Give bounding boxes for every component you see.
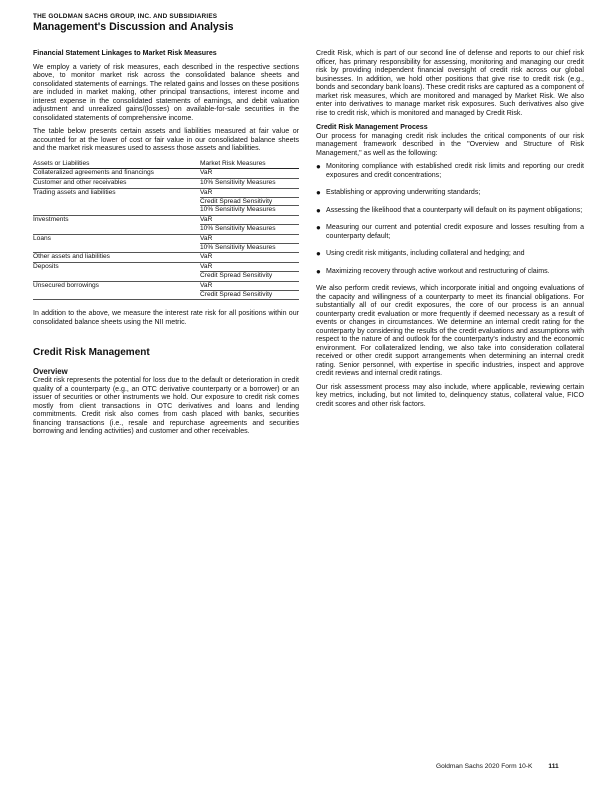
bullet-text: Maximizing recovery through active workout and restructuring of claims. xyxy=(326,267,550,275)
left-column xyxy=(33,50,299,442)
measure: 10% Sensitivity Measures xyxy=(200,205,299,214)
measure: Credit Spread Sensitivity xyxy=(200,271,299,280)
list-item xyxy=(316,224,584,241)
row-measures xyxy=(200,179,299,189)
row-measures xyxy=(200,253,299,263)
table-row xyxy=(33,188,299,215)
measure: VaR xyxy=(200,216,213,224)
footer-text: Goldman Sachs 2020 Form 10-K xyxy=(436,763,533,770)
row-label: Investments xyxy=(33,216,200,235)
bullet-icon: ● xyxy=(316,205,321,215)
measure: Credit Spread Sensitivity xyxy=(200,197,299,206)
company-name: THE GOLDMAN SACHS GROUP, INC. AND SUBSIDIARIES xyxy=(33,13,218,20)
row-label: Deposits xyxy=(33,263,200,282)
row-measures xyxy=(200,234,299,253)
bullet-icon: ● xyxy=(316,188,321,197)
table-row xyxy=(33,281,299,300)
row-measures xyxy=(200,263,299,282)
section-header-title: Management's Discussion and Analysis xyxy=(33,21,234,33)
bullet-text: Using credit risk mitigants, including collateral and hedging; and xyxy=(326,250,525,257)
table-header-row xyxy=(33,160,299,169)
list-item xyxy=(316,207,584,216)
risk-assessment-paragraph: Our risk assessment process may also include, where applicable, reviewing certain key metrics, including, but not limited to, delinquency status, collateral value, FICO credit scores and other risk factors. xyxy=(316,383,584,408)
row-label: Other assets and liabilities xyxy=(33,253,200,263)
bullet-icon: ● xyxy=(316,223,321,232)
row-label: Loans xyxy=(33,234,200,253)
list-item xyxy=(316,250,584,259)
measure: VaR xyxy=(200,169,213,177)
running-header xyxy=(33,13,333,33)
linkages-paragraph-1: We employ a variety of risk measures, each described in the respective sections above, to monitor market risk across the consolidated balance sheets and consolidated statements of earnings. The related gains and losses on these positions are included in market making, other principal transactions, interest income and interest expense in the consolidated statements of earnings, and debit valuation adjustment and unrealized gains/(losses) on available-for-sale securities in the consolidated statements of comprehensive income. xyxy=(33,63,299,122)
overview-heading: Overview xyxy=(33,366,68,376)
measure: VaR xyxy=(200,188,213,196)
process-paragraph: Our process for managing credit risk includes the critical components of our risk management framework described in the "Overview and Structure of Risk Management," as well as the following: xyxy=(316,132,584,157)
credit-risk-section-title: Credit Risk Management xyxy=(33,347,150,359)
bullet-icon: ● xyxy=(316,162,321,171)
process-heading: Credit Risk Management Process xyxy=(316,124,428,131)
table-row xyxy=(33,216,299,235)
credit-risk-paragraph-1: Credit Risk, which is part of our second line of defense and reports to our chief risk officer, has primary responsibility for assessing, monitoring and managing our credit risk by providing independent financial oversight of credit risk across our global businesses. In addition, we hold other positions that give rise to credit risk (e.g., bonds and secondary bank loans). These credit risks are captured as a component of market risk measures, which are monitored and managed by Market Risk. We also enter into derivatives to manage market risk exposures. Such derivatives also give rise to credit risk, which is monitored and managed by Credit Risk. xyxy=(316,50,584,117)
list-item xyxy=(316,268,584,277)
table-row xyxy=(33,179,299,189)
measure: 10% Sensitivity Measures xyxy=(200,243,299,252)
table-row xyxy=(33,263,299,282)
bullet-icon: ● xyxy=(316,266,321,276)
measure: 10% Sensitivity Measures xyxy=(200,179,276,187)
overview-paragraph: Credit risk represents the potential for loss due to the default or deterioration in credit quality of a counterparty (e.g., an OTC derivative counterparty or a borrower) or an issuer of securities or other instruments we hold. Our exposure to credit risk comes mostly from client transactions in OTC derivatives and loans and lending commitments. Credit risk also comes from cash placed with banks, securities financing transactions (i.e., resale and repurchase agreements and securities borrowing and lending activities) and customer and other receivables. xyxy=(33,377,299,436)
row-measures xyxy=(200,281,299,300)
page-footer xyxy=(436,763,559,770)
list-item xyxy=(316,163,584,180)
bullet-text: Establishing or approving underwriting standards; xyxy=(326,189,481,196)
measure: VaR xyxy=(200,263,213,271)
row-label: Unsecured borrowings xyxy=(33,281,200,300)
column-header-assets: Assets or Liabilities xyxy=(33,160,200,169)
row-measures xyxy=(200,188,299,215)
table-row xyxy=(33,234,299,253)
market-risk-measures-table xyxy=(33,160,299,301)
row-label: Customer and other receivables xyxy=(33,179,200,189)
linkages-paragraph-2: The table below presents certain assets and liabilities measured at fair value or accounted for at the lower of cost or fair value in our consolidated balance sheets and the market risk measures used to assess those assets and liabilities. xyxy=(33,128,299,152)
bullet-text: Monitoring compliance with established credit risk limits and reporting our credit exposures and credit concentrations; xyxy=(326,163,584,179)
column-header-measures: Market Risk Measures xyxy=(200,160,299,169)
measure: VaR xyxy=(200,253,213,261)
row-label: Collateralized agreements and financings xyxy=(33,169,200,179)
page-number: 111 xyxy=(548,763,559,770)
measure: Credit Spread Sensitivity xyxy=(200,290,299,299)
credit-reviews-paragraph: We also perform credit reviews, which incorporate initial and ongoing evaluations of the capacity and willingness of a counterparty to meet its financial obligations. For substantially all of our credit exposures, the core of our process is an annual counterparty credit evaluation or more frequently if deemed necessary as a result of events or changes in circumstances. We determine an internal credit rating for the counterparty by considering the results of the credit evaluations and assumptions with respect to the nature of and outlook for the counterparty's industry and the economic environment. For collateralized lending, we also take into consideration collateral received or other credit support arrangements when determining an internal credit rating. Senior personnel, with expertise in specific industries, inspect and approve credit reviews and internal credit ratings. xyxy=(316,285,584,377)
linkages-heading: Financial Statement Linkages to Market Risk Measures xyxy=(33,50,217,57)
process-bullet-list xyxy=(316,163,584,276)
row-measures xyxy=(200,216,299,235)
bullet-text: Measuring our current and potential credit exposure and losses resulting from a counterparty default; xyxy=(326,224,584,240)
list-item xyxy=(316,189,584,198)
bullet-text: Assessing the likelihood that a counterparty will default on its payment obligations; xyxy=(326,206,583,214)
right-column xyxy=(316,50,584,414)
row-label: Trading assets and liabilities xyxy=(33,188,200,215)
measure: VaR xyxy=(200,234,213,242)
measure: VaR xyxy=(200,281,213,289)
row-measures xyxy=(200,169,299,179)
measure: 10% Sensitivity Measures xyxy=(200,224,299,233)
table-row xyxy=(33,253,299,263)
table-row xyxy=(33,169,299,179)
bullet-icon: ● xyxy=(316,249,321,258)
nii-paragraph: In addition to the above, we measure the interest rate risk for all positions within our consolidated balance sheets using the NII metric. xyxy=(33,310,299,326)
